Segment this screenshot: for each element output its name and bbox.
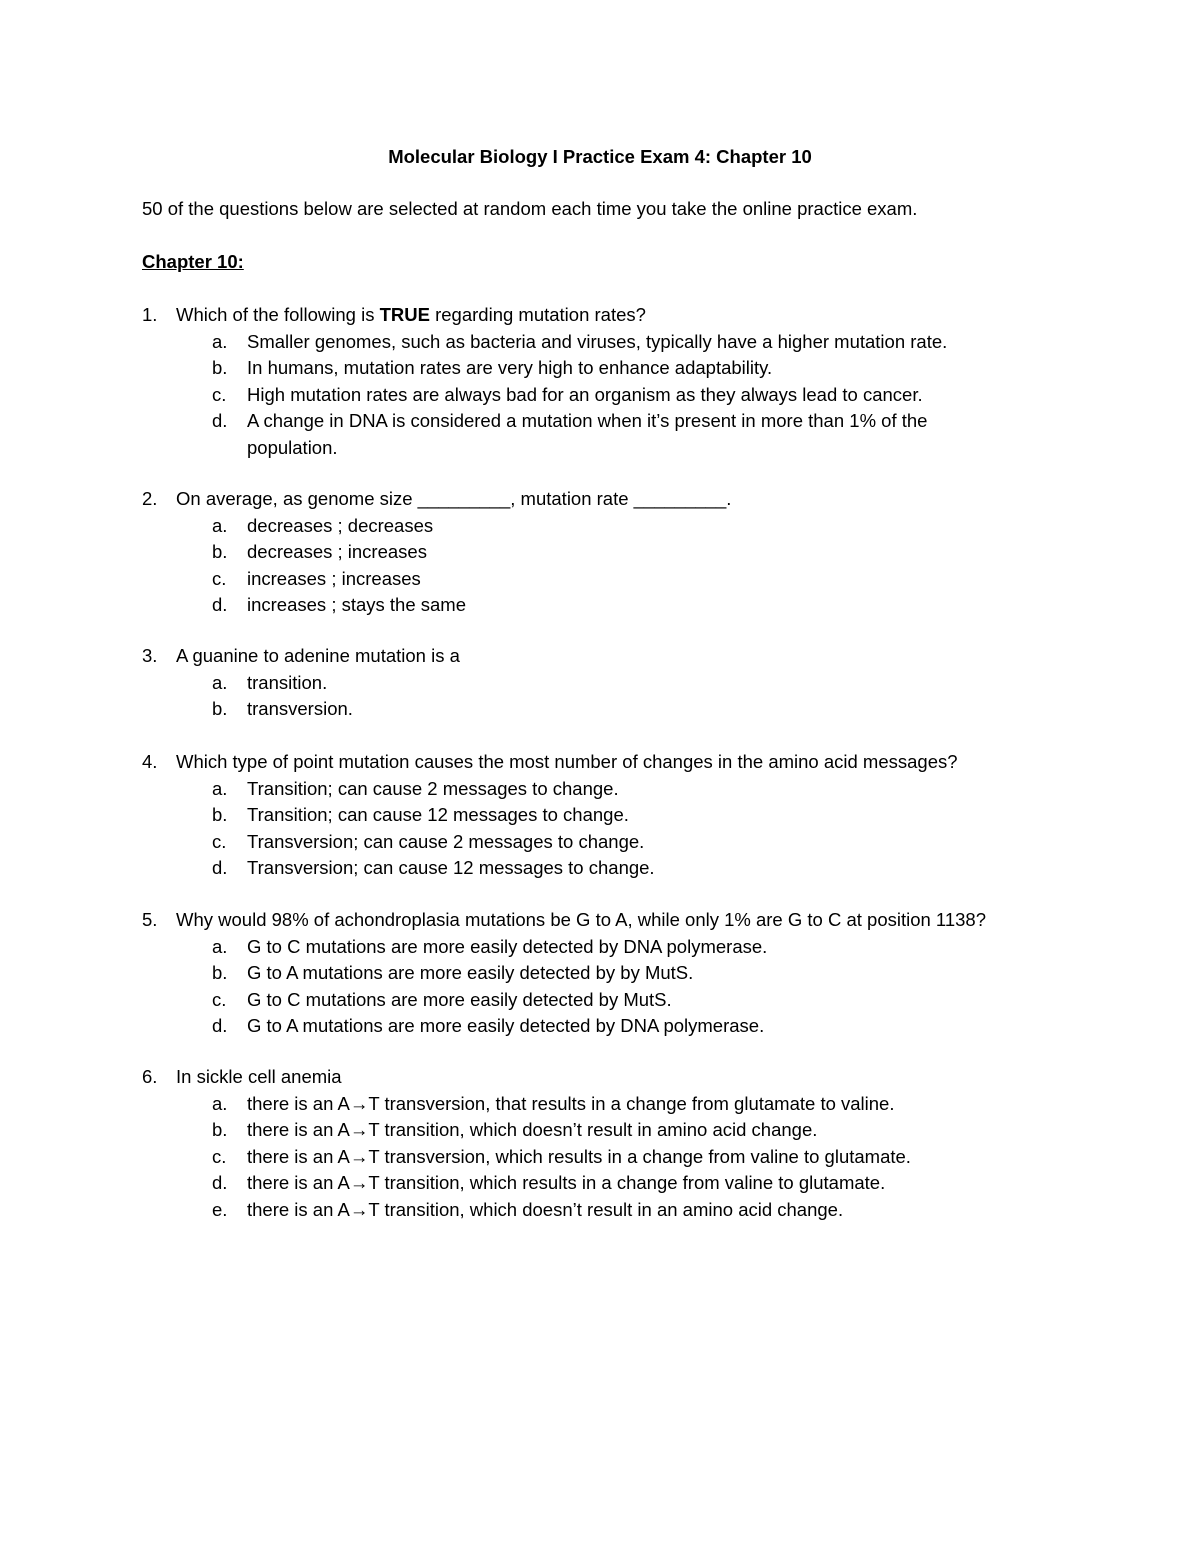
answer-option <box>142 802 1062 829</box>
option-letter: e. <box>212 1198 228 1220</box>
emphasis-true: TRUE <box>379 304 430 325</box>
option-text: G to C mutations are more easily detected by MutS. <box>247 988 672 1010</box>
answer-option <box>142 566 1062 593</box>
question-5 <box>142 907 1062 1040</box>
chapter-heading: Chapter 10: <box>142 251 244 272</box>
answer-option <box>142 960 1062 987</box>
answer-option <box>142 592 1062 619</box>
answer-option <box>142 696 1062 723</box>
question-text: On average, as genome size _________, mutation rate _________. <box>176 488 732 509</box>
option-letter: b. <box>212 962 228 983</box>
question-number: 1. <box>142 304 158 325</box>
question-text: Which of the following is TRUE regarding mutation rates? <box>176 304 646 325</box>
option-text: Transversion; can cause 12 messages to change. <box>247 857 655 878</box>
option-letter: b. <box>212 357 228 378</box>
answer-option <box>142 1144 1062 1171</box>
answer-option <box>142 855 1062 882</box>
question-text: A guanine to adenine mutation is a <box>176 645 460 666</box>
answer-option <box>142 987 1062 1014</box>
question-text: In sickle cell anemia <box>176 1066 342 1087</box>
option-text: there is an A→T transversion, which results in a change from valine to glutamate. <box>247 1145 911 1167</box>
option-text: G to A mutations are more easily detected by by MutS. <box>247 962 694 983</box>
question-3 <box>142 643 1062 723</box>
question-text: Which type of point mutation causes the most number of changes in the amino acid messages? <box>176 751 958 772</box>
page-title: Molecular Biology I Practice Exam 4: Chapter 10 <box>388 146 812 167</box>
answer-option <box>142 408 1062 435</box>
question-number: 4. <box>142 751 158 772</box>
option-text: decreases ; decreases <box>247 514 434 536</box>
option-text: increases ; increases <box>247 567 421 589</box>
answer-option <box>142 329 1062 356</box>
option-letter: d. <box>212 594 228 615</box>
option-letter: d. <box>212 410 228 431</box>
answer-option <box>142 513 1062 540</box>
option-letter: c. <box>212 988 227 1010</box>
option-letter: a. <box>212 514 228 536</box>
option-text: transversion. <box>247 698 353 719</box>
question-4 <box>142 749 1062 882</box>
answer-option <box>142 355 1062 382</box>
option-text: In humans, mutation rates are very high to enhance adaptability. <box>247 357 773 378</box>
option-letter: a. <box>212 671 228 693</box>
option-text: G to C mutations are more easily detected by DNA polymerase. <box>247 935 768 957</box>
question-number: 6. <box>142 1066 158 1087</box>
question-text: Why would 98% of achondroplasia mutations be G to A, while only 1% are G to C at position 1138? <box>176 909 987 930</box>
question-1 <box>142 302 1062 461</box>
question-number: 5. <box>142 909 158 930</box>
answer-option <box>142 1197 1062 1224</box>
answer-option <box>142 776 1062 803</box>
option-text: there is an A→T transversion, that results in a change from glutamate to valine. <box>247 1092 895 1114</box>
option-text: G to A mutations are more easily detected by DNA polymerase. <box>247 1015 765 1036</box>
answer-option <box>142 1013 1062 1040</box>
option-letter: b. <box>212 698 228 719</box>
answer-option <box>142 382 1062 409</box>
answer-option <box>142 670 1062 697</box>
option-text: Transition; can cause 2 messages to change. <box>247 777 619 799</box>
option-letter: d. <box>212 857 228 878</box>
question-2 <box>142 486 1062 619</box>
option-text: transition. <box>247 671 328 693</box>
answer-option <box>142 1170 1062 1197</box>
option-text: Smaller genomes, such as bacteria and viruses, typically have a higher mutation rate. <box>247 330 948 352</box>
intro-text: 50 of the questions below are selected at random each time you take the online practice exam. <box>142 198 918 219</box>
option-letter: a. <box>212 1092 228 1114</box>
option-letter: a. <box>212 777 228 799</box>
option-letter: a. <box>212 935 228 957</box>
answer-option <box>142 1091 1062 1118</box>
option-text: there is an A→T transition, which doesn’t result in amino acid change. <box>247 1119 818 1140</box>
option-text: there is an A→T transition, which results in a change from valine to glutamate. <box>247 1172 886 1193</box>
option-letter: c. <box>212 830 227 852</box>
answer-option <box>142 539 1062 566</box>
option-text: A change in DNA is considered a mutation when it’s present in more than 1% of the <box>247 410 928 431</box>
option-letter: c. <box>212 567 227 589</box>
question-number: 2. <box>142 488 158 509</box>
option-letter: b. <box>212 541 228 562</box>
option-letter: d. <box>212 1172 228 1193</box>
option-text: increases ; stays the same <box>247 594 467 615</box>
option-letter: d. <box>212 1015 228 1036</box>
option-text: High mutation rates are always bad for an organism as they always lead to cancer. <box>247 383 923 405</box>
answer-option <box>142 829 1062 856</box>
option-text: Transition; can cause 12 messages to change. <box>247 804 629 825</box>
answer-option <box>142 934 1062 961</box>
option-text: decreases ; increases <box>247 541 427 562</box>
option-letter: c. <box>212 383 227 405</box>
option-text: there is an A→T transition, which doesn’t result in an amino acid change. <box>247 1198 844 1220</box>
option-text-continuation: population. <box>247 436 338 458</box>
answer-option-continuation <box>142 435 1062 462</box>
question-6 <box>142 1064 1062 1223</box>
option-letter: b. <box>212 804 228 825</box>
question-number: 3. <box>142 645 158 666</box>
option-letter: b. <box>212 1119 228 1140</box>
option-letter: c. <box>212 1145 227 1167</box>
answer-option <box>142 1117 1062 1144</box>
option-text: Transversion; can cause 2 messages to change. <box>247 830 645 852</box>
option-letter: a. <box>212 330 228 352</box>
